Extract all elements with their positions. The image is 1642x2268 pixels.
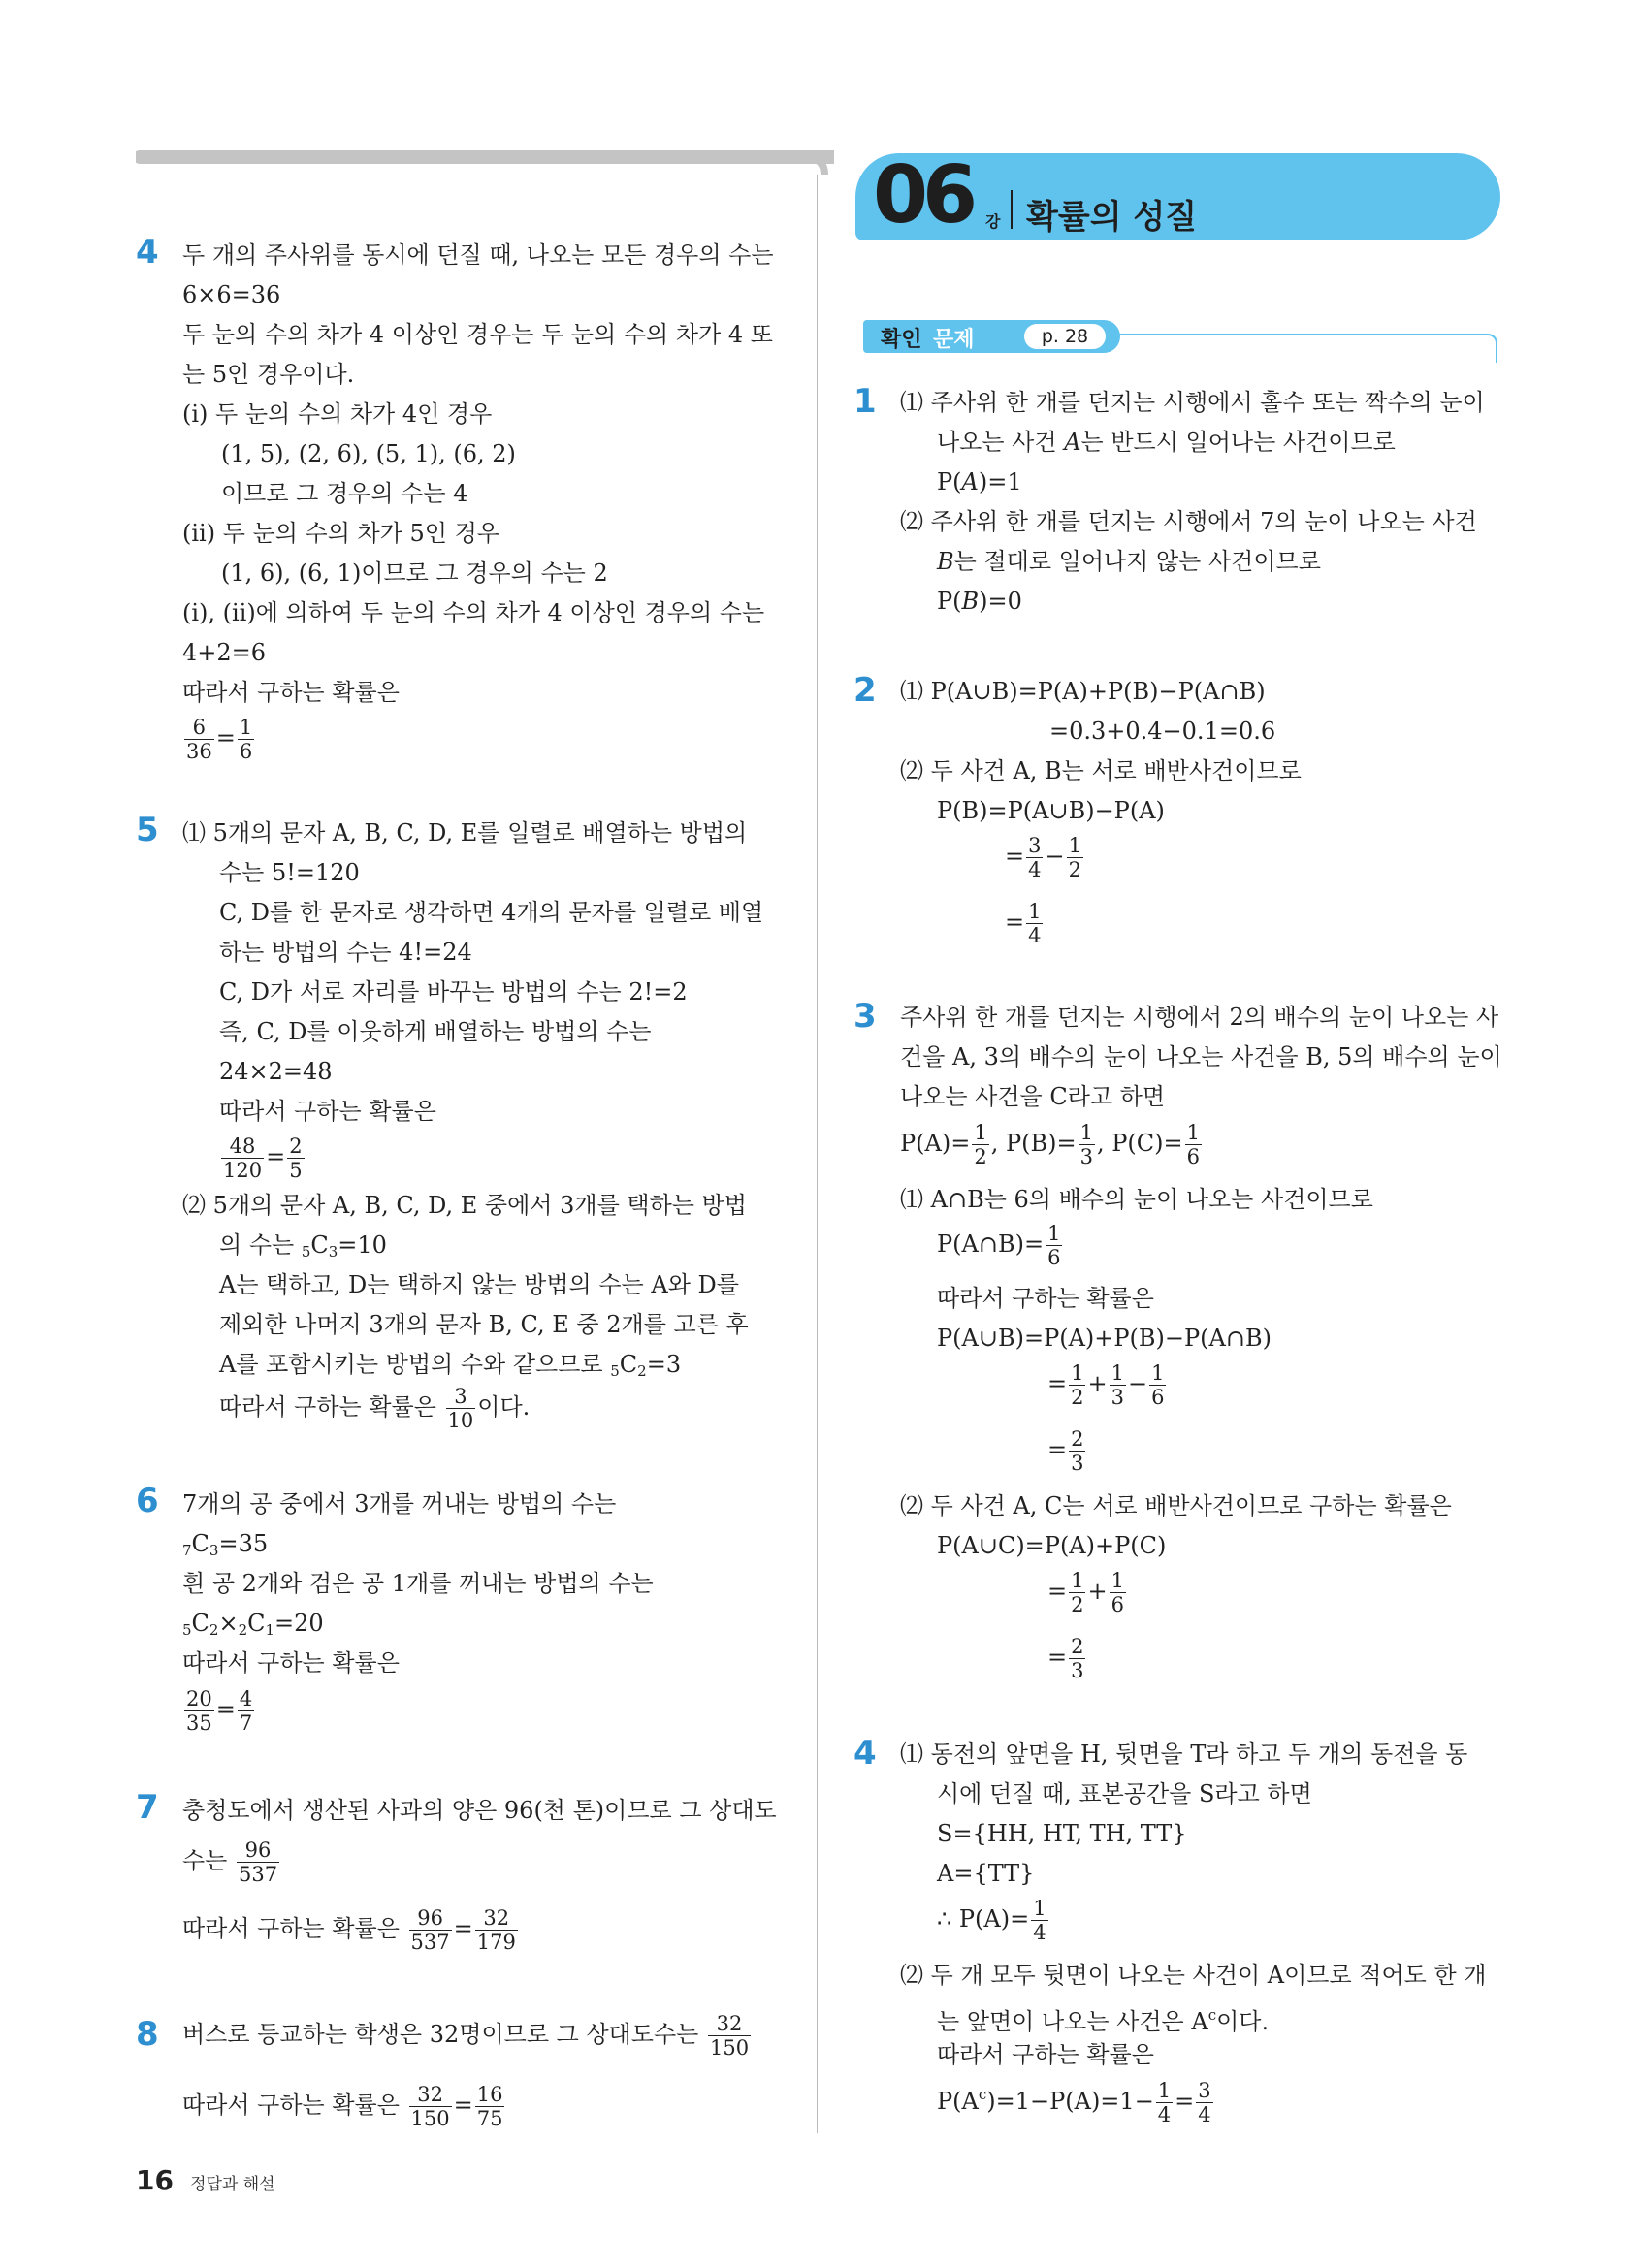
equation-line: = $\frac{3}{4}$ − $\frac{1}{2}$: [1005, 834, 1081, 881]
equation-line: = $\frac{1}{4}$: [1005, 900, 1042, 947]
text-line: 버스로 등교하는 학생은 32명이므로 그 상대도수는 $\frac{32}{150}$: [182, 2012, 750, 2060]
problem-number: 7: [136, 1788, 159, 1827]
fraction: $\frac{1}{2}$: [1071, 1569, 1084, 1616]
fraction: $\frac{96}{537}$: [410, 1906, 450, 1954]
equation-line: = $\frac{2}{3}$: [1047, 1427, 1084, 1475]
chapter-number: 06: [873, 149, 973, 241]
fraction: $\frac{1}{2}$: [1071, 1361, 1084, 1409]
page-footer: [136, 2164, 275, 2196]
fraction: $\frac{32}{150}$: [710, 2012, 750, 2060]
problem-number: 4: [136, 233, 159, 272]
equation-line: ∴ P(A)= $\frac{1}{4}$: [937, 1897, 1046, 1944]
text-line: 의 수는 $_5C_3=10$: [219, 1231, 387, 1261]
text-line: 즉, C, D를 이웃하게 배열하는 방법의 수는: [219, 1018, 652, 1045]
section-label-a: 확인: [881, 328, 922, 352]
text-line: 두 눈의 수의 차가 4 이상인 경우는 두 눈의 수의 차가 4 또: [182, 321, 773, 348]
equation-line: = $\frac{1}{2}$ + $\frac{1}{3}$ − $\frac{1}{6}$: [1047, 1361, 1165, 1409]
equation-line: P(A∩B)= $\frac{1}{6}$: [937, 1222, 1061, 1269]
text-line: (ⅰ) 두 눈의 수의 차가 4인 경우: [182, 400, 493, 428]
text-line: $_7C_3=35$: [182, 1530, 269, 1559]
text-line: 따라서 구하는 확률은 $\frac{32}{150}$ = $\frac{16}{75}$: [182, 2083, 503, 2130]
text-line: 흰 공 2개와 검은 공 1개를 꺼내는 방법의 수는: [182, 1570, 654, 1597]
fraction: $\frac{1}{2}$: [974, 1121, 987, 1168]
text-line: 하는 방법의 수는 4!=24: [219, 939, 472, 966]
text-line: =0.3+0.4−0.1=0.6: [1049, 718, 1276, 745]
text-line: A는 택하고, D는 택하지 않는 방법의 수는 A와 D를: [219, 1271, 739, 1298]
fraction: $\frac{32}{179}$: [476, 1906, 516, 1954]
text-line: 따라서 구하는 확률은 $\frac{3}{10}$ 이다.: [219, 1385, 531, 1432]
section-page: p. 28: [1024, 324, 1106, 349]
text-line: 이므로 그 경우의 수는 4: [221, 480, 468, 507]
section-label-tab: [863, 320, 1120, 353]
text-line: 는 앞면이 나오는 사건은 $A^c$이다.: [937, 2006, 1270, 2035]
text-line: ⑴ P(A∪B)=P(A)+P(B)−P(A∩B): [900, 678, 1266, 705]
text-line: ⑴ A∩B는 6의 배수의 눈이 나오는 사건이므로: [900, 1186, 1373, 1213]
fraction: $\frac{3}{4}$: [1028, 834, 1042, 881]
section-label-b: 문제: [933, 328, 975, 352]
text-line: S={HH, HT, TH, TT}: [937, 1820, 1187, 1847]
text-line: ⑵ 두 사건 A, C는 서로 배반사건이므로 구하는 확률은: [900, 1492, 1452, 1519]
text-line: C, D를 한 문자로 생각하면 4개의 문자를 일렬로 배열: [219, 899, 764, 926]
equation-line: P(A)= $\frac{1}{2}$ , P(B)= $\frac{1}{3}$ , P(C)= $\frac{1}{6}$: [900, 1121, 1200, 1168]
problem-number: 8: [136, 2015, 159, 2054]
fraction: $\frac{1}{6}$: [1111, 1569, 1124, 1616]
text-line: 수는 $\frac{96}{537}$: [182, 1838, 278, 1886]
section-label: [863, 320, 1501, 363]
chapter-banner: [855, 149, 1500, 241]
problem-number: 6: [136, 1482, 159, 1520]
text-line: P(A)=1: [937, 468, 1022, 495]
chapter-title: 확률의 성질: [1026, 198, 1198, 237]
fraction: $\frac{1}{3}$: [1079, 1121, 1093, 1168]
text-line: 수는 5!=120: [219, 859, 360, 886]
problem-number: 5: [136, 811, 159, 849]
fraction: $\frac{6}{36}$: [186, 716, 212, 763]
fraction: $\frac{1}{6}$: [239, 716, 253, 763]
text-line: 충청도에서 생산된 사과의 양은 96(천 톤)이므로 그 상대도: [182, 1797, 777, 1824]
text-line: (ⅰ), (ⅱ)에 의하여 두 눈의 수의 차가 4 이상인 경우의 수는: [182, 599, 765, 626]
text-line: 제외한 나머지 3개의 문자 B, C, E 중 2개를 고른 후: [219, 1311, 749, 1338]
header-bar-decoration: [136, 145, 834, 184]
fraction: $\frac{1}{4}$: [1033, 1897, 1046, 1944]
text-line: ⑵ 두 개 모두 뒷면이 나오는 사건이 A이므로 적어도 한 개: [900, 1962, 1487, 1989]
banner-divider: [1011, 190, 1013, 229]
text-line: 따라서 구하는 확률은: [219, 1098, 436, 1125]
text-line: 따라서 구하는 확률은 $\frac{96}{537}$ = $\frac{32}{179}$: [182, 1906, 516, 1954]
equation-line: $\frac{6}{36}$ = $\frac{1}{6}$: [186, 716, 253, 763]
text-line: ⑵ 5개의 문자 A, B, C, D, E 중에서 3개를 택하는 방법: [182, 1192, 747, 1219]
fraction: $\frac{1}{6}$: [1151, 1361, 1165, 1409]
text-line: 6×6=36: [182, 281, 281, 308]
text-line: (1, 6), (6, 1)이므로 그 경우의 수는 2: [221, 559, 608, 587]
problem-number: 1: [853, 382, 877, 421]
fraction: $\frac{48}{120}$: [223, 1134, 263, 1182]
fraction: $\frac{1}{6}$: [1047, 1222, 1061, 1269]
fraction: $\frac{2}{3}$: [1071, 1635, 1084, 1682]
text-line: C, D가 서로 자리를 바꾸는 방법의 수는 2!=2: [219, 978, 688, 1006]
text-line: $_5C_2\times_2C_1=20$: [182, 1610, 324, 1639]
text-line: 따라서 구하는 확률은: [182, 679, 400, 706]
fraction: $\frac{96}{537}$: [239, 1838, 278, 1886]
text-line: ⑴ 동전의 앞면을 H, 뒷면을 T라 하고 두 개의 동전을 동: [900, 1741, 1468, 1768]
fraction: $\frac{20}{35}$: [186, 1687, 212, 1735]
text-line: P(B)=0: [937, 588, 1022, 615]
text-line: 시에 던질 때, 표본공간을 S라고 하면: [937, 1780, 1312, 1807]
chapter-suffix: 강: [985, 212, 1001, 231]
fraction: $\frac{4}{7}$: [239, 1687, 253, 1735]
problem-number: 2: [853, 671, 877, 710]
page-number: 16: [136, 2164, 174, 2196]
text-line: P(A∪B)=P(A)+P(B)−P(A∩B): [937, 1325, 1272, 1352]
fraction: $\frac{3}{4}$: [1198, 2079, 1211, 2126]
fraction: $\frac{1}{3}$: [1111, 1361, 1124, 1409]
text-line: (ⅱ) 두 눈의 수의 차가 5인 경우: [182, 520, 499, 547]
text-line: 따라서 구하는 확률은: [182, 1649, 400, 1677]
fraction: $\frac{2}{3}$: [1071, 1427, 1084, 1475]
text-line: 나오는 사건 A는 반드시 일어나는 사건이므로: [937, 429, 1396, 456]
text-line: 7개의 공 중에서 3개를 꺼내는 방법의 수는: [182, 1490, 617, 1517]
problem-number: 3: [853, 997, 877, 1036]
fraction: $\frac{1}{4}$: [1028, 900, 1042, 947]
text-line: B는 절대로 일어나지 않는 사건이므로: [937, 548, 1321, 575]
equation-line: = $\frac{1}{2}$ + $\frac{1}{6}$: [1047, 1569, 1124, 1616]
problem-number: 4: [853, 1734, 877, 1773]
equation-line: $\frac{20}{35}$ = $\frac{4}{7}$: [186, 1687, 253, 1735]
text-line: P(B)=P(A∪B)−P(A): [937, 797, 1165, 824]
fraction: $\frac{16}{75}$: [476, 2083, 503, 2130]
text-line: ⑴ 5개의 문자 A, B, C, D, E를 일렬로 배열하는 방법의: [182, 819, 748, 847]
fraction: $\frac{32}{150}$: [410, 2083, 450, 2130]
equation-line: $\frac{48}{120}$ = $\frac{2}{5}$: [223, 1134, 303, 1182]
text-line: A={TT}: [937, 1860, 1035, 1887]
text-line: 4+2=6: [182, 639, 267, 666]
fraction: $\frac{2}{5}$: [289, 1134, 303, 1182]
equation-line: $P(A^c)=1-P(A)=1-$ $\frac{1}{4}$ = $\frac{3}{4}$: [937, 2079, 1211, 2126]
fraction: $\frac{1}{2}$: [1068, 834, 1081, 881]
fraction: $\frac{1}{4}$: [1157, 2079, 1172, 2126]
text-line: 따라서 구하는 확률은: [937, 2041, 1154, 2068]
fraction: $\frac{3}{10}$: [447, 1385, 474, 1432]
text-line: 는 5인 경우이다.: [182, 361, 355, 388]
text-line: 24×2=48: [219, 1058, 333, 1085]
equation-line: = $\frac{2}{3}$: [1047, 1635, 1084, 1682]
column-divider: [817, 175, 818, 2133]
text-line: 건을 A, 3의 배수의 눈이 나오는 사건을 B, 5의 배수의 눈이: [900, 1043, 1502, 1070]
text-line: P(A∪C)=P(A)+P(C): [937, 1532, 1167, 1559]
text-line: ⑵ 주사위 한 개를 던지는 시행에서 7의 눈이 나오는 사건: [900, 508, 1477, 535]
book-label: 정답과 해설: [190, 2175, 275, 2194]
text-line: 두 개의 주사위를 동시에 던질 때, 나오는 모든 경우의 수는: [182, 241, 774, 269]
text-line: ⑵ 두 사건 A, B는 서로 배반사건이므로: [900, 757, 1302, 784]
text-line: 따라서 구하는 확률은: [937, 1285, 1154, 1312]
text-line: A를 포함시키는 방법의 수와 같으므로 $_5C_2=3$: [219, 1351, 682, 1380]
text-line: (1, 5), (2, 6), (5, 1), (6, 2): [221, 440, 516, 467]
text-line: 나오는 사건을 C라고 하면: [900, 1083, 1166, 1110]
text-line: ⑴ 주사위 한 개를 던지는 시행에서 홀수 또는 짝수의 눈이: [900, 389, 1485, 416]
text-line: 주사위 한 개를 던지는 시행에서 2의 배수의 눈이 나오는 사: [900, 1004, 1499, 1031]
fraction: $\frac{1}{6}$: [1186, 1121, 1200, 1168]
